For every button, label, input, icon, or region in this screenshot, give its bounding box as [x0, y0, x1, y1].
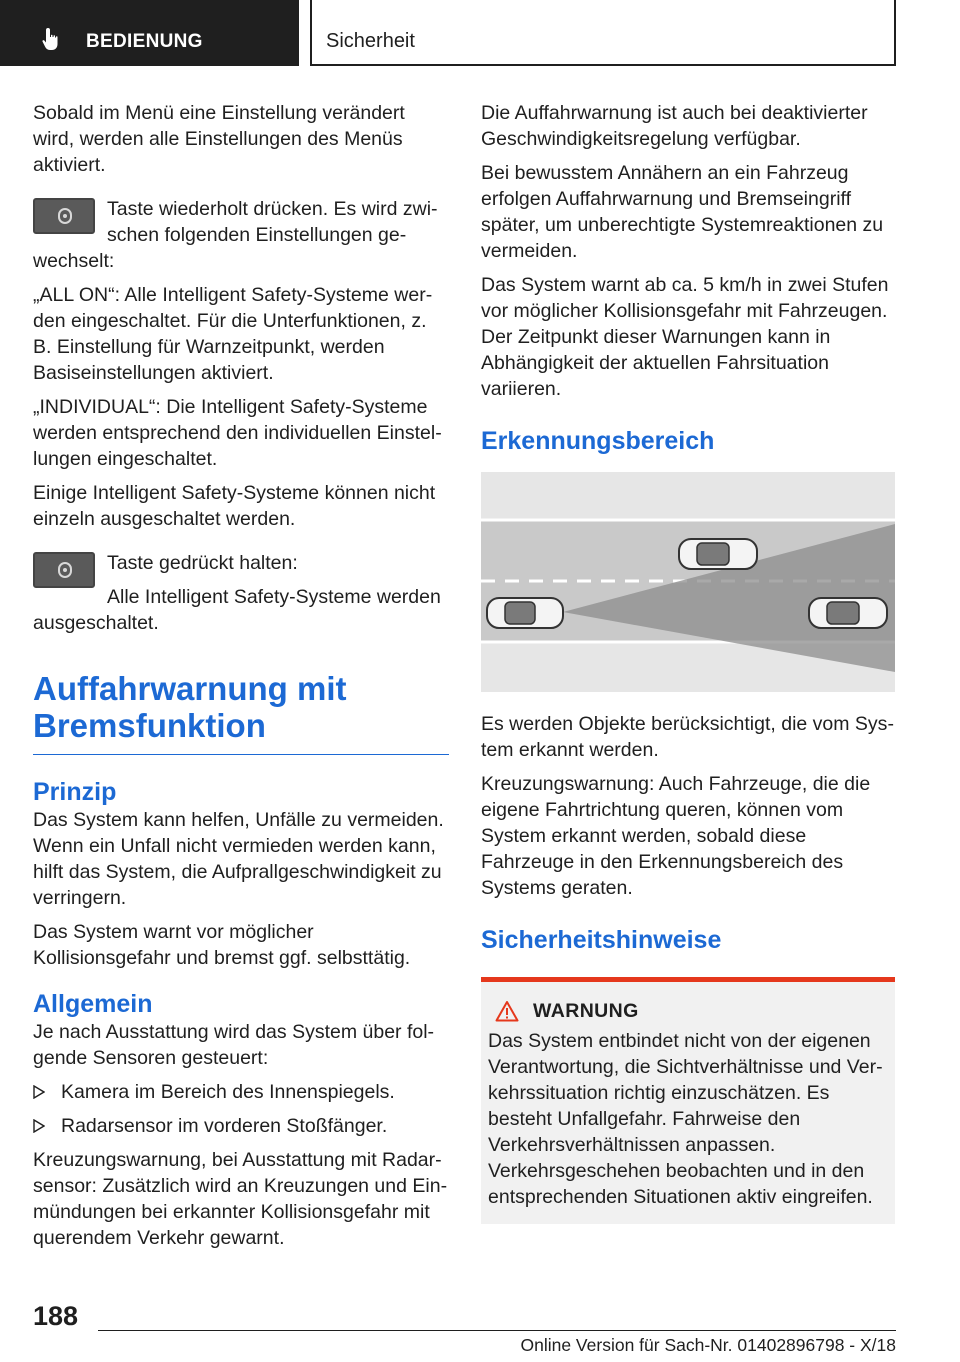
intelligent-safety-button-icon: [33, 552, 95, 588]
triangle-right-icon: [33, 1085, 45, 1099]
header-chapter-box: [310, 0, 896, 66]
paragraph: „INDIVIDUAL“: Die Intelligent Safety-Systeme werden entsprechend den individuellen Einstellungen eingeschaltet.: [33, 396, 442, 470]
footer-divider: [98, 1330, 896, 1331]
paragraph: Taste gedrückt halten:: [107, 552, 298, 574]
leading-car-icon: [809, 598, 887, 628]
online-version-note: Online Version für Sach-Nr. 01402896798 - X/18: [520, 1335, 896, 1355]
header-section-tab: [0, 0, 299, 66]
warning-header: [488, 998, 888, 1024]
triangle-right-icon: [33, 1119, 45, 1133]
paragraph: Kreuzungswarnung: Auch Fahrzeuge, die die eigene Fahrtrichtung queren, können vom System erkannt werden, sobald diese Fahrzeuge in den Erkennungsbereich des Systems geraten.: [481, 773, 871, 899]
list-item: [33, 1079, 449, 1105]
list-item-text: Kamera im Bereich des Innenspiegels.: [61, 1081, 395, 1103]
chapter-heading-line: Bremsfunktion: [33, 707, 266, 744]
paragraph: Sobald im Menü eine Einstellung verändert wird, werden alle Einstellungen des Menüs aktiviert.: [33, 102, 405, 176]
paragraph: Es werden Objekte berücksichtigt, die vom System erkannt werden.: [481, 713, 894, 761]
section-heading-erkennungsbereich: Erkennungsbereich: [481, 427, 715, 455]
intelligent-safety-button-icon: [33, 198, 95, 234]
sensor-list: [33, 1079, 449, 1139]
section-heading-allgemein: Allgemein: [33, 990, 153, 1018]
paragraph: Bei bewusstem Annähern an ein Fahrzeug erfolgen Auffahrwarnung und Bremseingriff später, um unberechtigte Systemreaktionen zu vermeiden.: [481, 162, 884, 262]
header-chapter-label: Sicherheit: [326, 30, 415, 52]
paragraph: Einige Intelligent Safety-Systeme können nicht einzeln ausgeschaltet werden.: [33, 482, 436, 530]
chapter-heading-line: Auffahrwarnung mit: [33, 670, 347, 707]
key-instruction: [33, 550, 449, 636]
key-instruction: [33, 196, 449, 274]
list-item-text: Radarsensor im vorderen Stoßfänger.: [61, 1115, 388, 1137]
warning-triangle-icon: [495, 1000, 519, 1022]
hand-pointer-icon: [40, 26, 64, 52]
paragraph: Das System warnt vor möglicher Kollisionsgefahr und bremst ggf. selbsttätig.: [33, 921, 411, 969]
detection-range-illustration: [481, 472, 895, 692]
chapter-heading: [33, 670, 449, 755]
own-car-icon: [487, 598, 563, 628]
paragraph: Das System warnt ab ca. 5 km/h in zwei Stufen vor möglicher Kollisionsgefahr mit Fahrzeugen. Der Zeitpunkt dieser Warnungen kann in Abhängigkeit der aktuellen Fahrsituation variieren.: [481, 274, 889, 400]
paragraph: Taste wiederholt drücken. Es wird zwischen folgenden Einstellungen gewechselt:: [33, 198, 438, 272]
section-heading-sicherheitshinweise: Sicherheitshinweise: [481, 926, 722, 954]
list-item: [33, 1113, 449, 1139]
warning-title: WARNUNG: [533, 1000, 639, 1022]
paragraph: Alle Intelligent Safety-Systeme werden ausgeschaltet.: [33, 586, 441, 634]
right-column: [481, 100, 897, 1224]
paragraph: Die Auffahrwarnung ist auch bei deaktivierter Geschwindigkeitsregelung verfügbar.: [481, 102, 868, 150]
paragraph: Das System kann helfen, Unfälle zu vermeiden. Wenn ein Unfall nicht vermieden werden kann, hilft das System, die Aufprallgeschwindigkeit zu verringern.: [33, 809, 444, 909]
paragraph: Je nach Ausstattung wird das System über folgende Sensoren gesteuert:: [33, 1021, 435, 1069]
left-column: [33, 100, 449, 1251]
warning-text: Das System entbindet nicht von der eigenen Verantwortung, die Sichtverhältnisse und Verkehrssituation richtig einzuschätzen. Es besteht Unfallgefahr. Fahrweise den Verkehrsverhältnissen anpassen. Verkehrsgeschehen beobachten und in den entsprechenden Situationen aktiv eingreifen.: [488, 1030, 883, 1208]
crossing-car-icon: [679, 539, 757, 569]
page-number: 188: [33, 1301, 79, 1331]
paragraph: Kreuzungswarnung, bei Ausstattung mit Radarsensor: Zusätzlich wird an Kreuzungen und Einmündungen bei erkannter Kollisionsgefahr mit querendem Verkehr gewarnt.: [33, 1149, 448, 1249]
section-heading-prinzip: Prinzip: [33, 778, 117, 806]
paragraph: „ALL ON“: Alle Intelligent Safety-Systeme werden eingeschaltet. Für die Unterfunktionen, z. B. Einstellung für Warnzeitpunkt, werden Basiseinstellungen aktiviert.: [33, 284, 433, 384]
header-section-label: BEDIENUNG: [86, 31, 203, 52]
warning-box: [481, 982, 895, 1224]
